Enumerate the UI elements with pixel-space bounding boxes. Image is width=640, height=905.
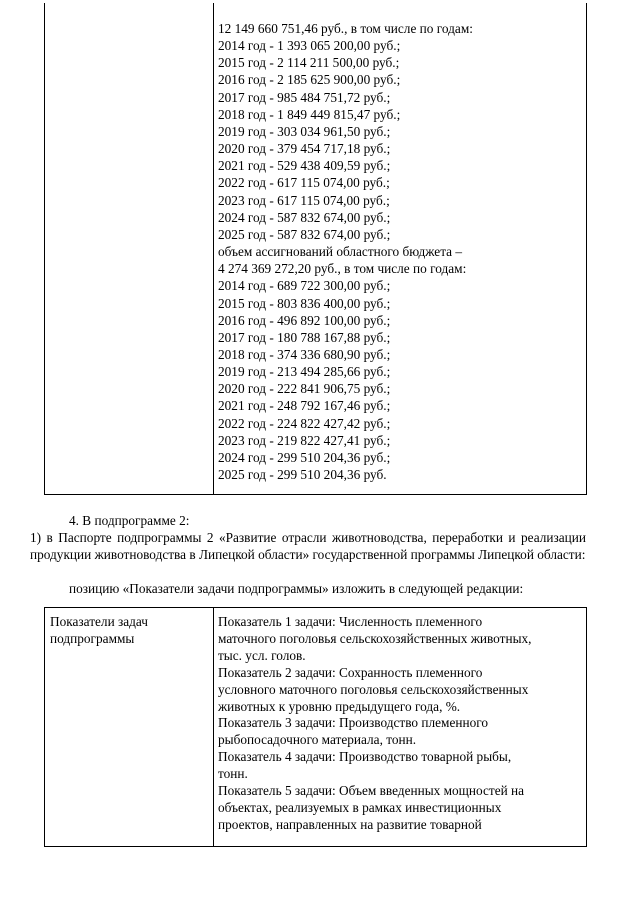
indicator-line: Показатель 4 задачи: Производство товарной рыбы, — [218, 749, 512, 765]
funding-line: 2017 год - 180 788 167,88 руб.; — [218, 329, 391, 345]
instruction-paragraph: позицию «Показатели задачи подпрограммы» изложить в следующей редакции: — [69, 581, 524, 596]
funding-line: 2015 год - 803 836 400,00 руб.; — [218, 295, 391, 311]
indicator-line: Показатель 5 задачи: Объем введенных мощностей на — [218, 783, 525, 799]
column-divider — [213, 3, 214, 494]
funding-line: 2023 год - 219 822 427,41 руб.; — [218, 432, 391, 448]
item-heading: 4. В подпрограмме 2: — [69, 513, 190, 528]
indicator-line: маточного поголовья сельскохозяйственных животных, — [218, 630, 532, 646]
indicator-line: условного маточного поголовья сельскохозяйственных — [218, 681, 529, 697]
funding-line: 2016 год - 2 185 625 900,00 руб.; — [218, 72, 401, 88]
funding-line: 2018 год - 1 849 449 815,47 руб.; — [218, 106, 401, 122]
funding-line: 2015 год - 2 114 211 500,00 руб.; — [218, 55, 400, 71]
funding-cell — [218, 20, 584, 483]
funding-line: 2023 год - 617 115 074,00 руб.; — [218, 192, 390, 208]
indicator-line: Показатель 1 задачи: Численность племенного — [218, 614, 483, 629]
indicator-line: проектов, направленных на развитие товарной — [218, 816, 482, 832]
funding-line: объем ассигнований областного бюджета – — [218, 244, 463, 260]
funding-line: 2022 год - 617 115 074,00 руб.; — [218, 175, 390, 191]
indicator-line: Показатель 2 задачи: Сохранность племенного — [218, 664, 483, 680]
funding-line: 2014 год - 689 722 300,00 руб.; — [218, 278, 391, 294]
funding-table — [44, 3, 587, 495]
indicator-line: рыбопосадочного материала, тонн. — [218, 732, 417, 748]
funding-line: 2022 год - 224 822 427,42 руб.; — [218, 415, 391, 431]
funding-line: 2020 год - 222 841 906,75 руб.; — [218, 381, 391, 397]
funding-line: 2014 год - 1 393 065 200,00 руб.; — [218, 38, 401, 54]
header-line: Показатели задач — [50, 614, 148, 629]
funding-line: 2016 год - 496 892 100,00 руб.; — [218, 312, 391, 328]
indicators-table — [44, 607, 587, 847]
indicator-line: тыс. усл. голов. — [218, 647, 306, 663]
funding-line: 2025 год - 299 510 204,36 руб. — [218, 467, 387, 483]
funding-line: 2019 год - 303 034 961,50 руб.; — [218, 123, 391, 139]
indicator-line: Показатель 3 задачи: Производство племенного — [218, 715, 489, 731]
funding-line: 2024 год - 299 510 204,36 руб.; — [218, 449, 391, 465]
indicators-content-cell — [218, 614, 584, 834]
funding-line: 2021 год - 529 438 409,59 руб.; — [218, 158, 391, 174]
funding-line: 4 274 369 272,20 руб., в том числе по годам: — [218, 261, 467, 277]
column-divider — [213, 608, 214, 846]
funding-line: 12 149 660 751,46 руб., в том числе по годам: — [218, 21, 473, 36]
funding-line: 2018 год - 374 336 680,90 руб.; — [218, 346, 391, 362]
funding-line: 2017 год - 985 484 751,72 руб.; — [218, 89, 391, 105]
funding-line: 2021 год - 248 792 167,46 руб.; — [218, 398, 391, 414]
indicator-line: животных к уровню предыдущего года, %. — [218, 698, 461, 714]
funding-line: 2025 год - 587 832 674,00 руб.; — [218, 226, 391, 242]
indicator-line: тонн. — [218, 766, 248, 782]
funding-line: 2019 год - 213 494 285,66 руб.; — [218, 364, 391, 380]
indicators-header-cell — [50, 614, 210, 648]
sub-item-paragraph: 1) в Паспорте подпрограммы 2 «Развитие отрасли животноводства, переработки и реализации продукции животноводства в Липецкой области» государственной программы Липецкой области: — [30, 530, 586, 562]
funding-line: 2020 год - 379 454 717,18 руб.; — [218, 141, 391, 157]
indicator-line: объектах, реализуемых в рамках инвестиционных — [218, 799, 502, 815]
funding-line: 2024 год - 587 832 674,00 руб.; — [218, 209, 391, 225]
header-line: подпрограммы — [50, 630, 135, 646]
